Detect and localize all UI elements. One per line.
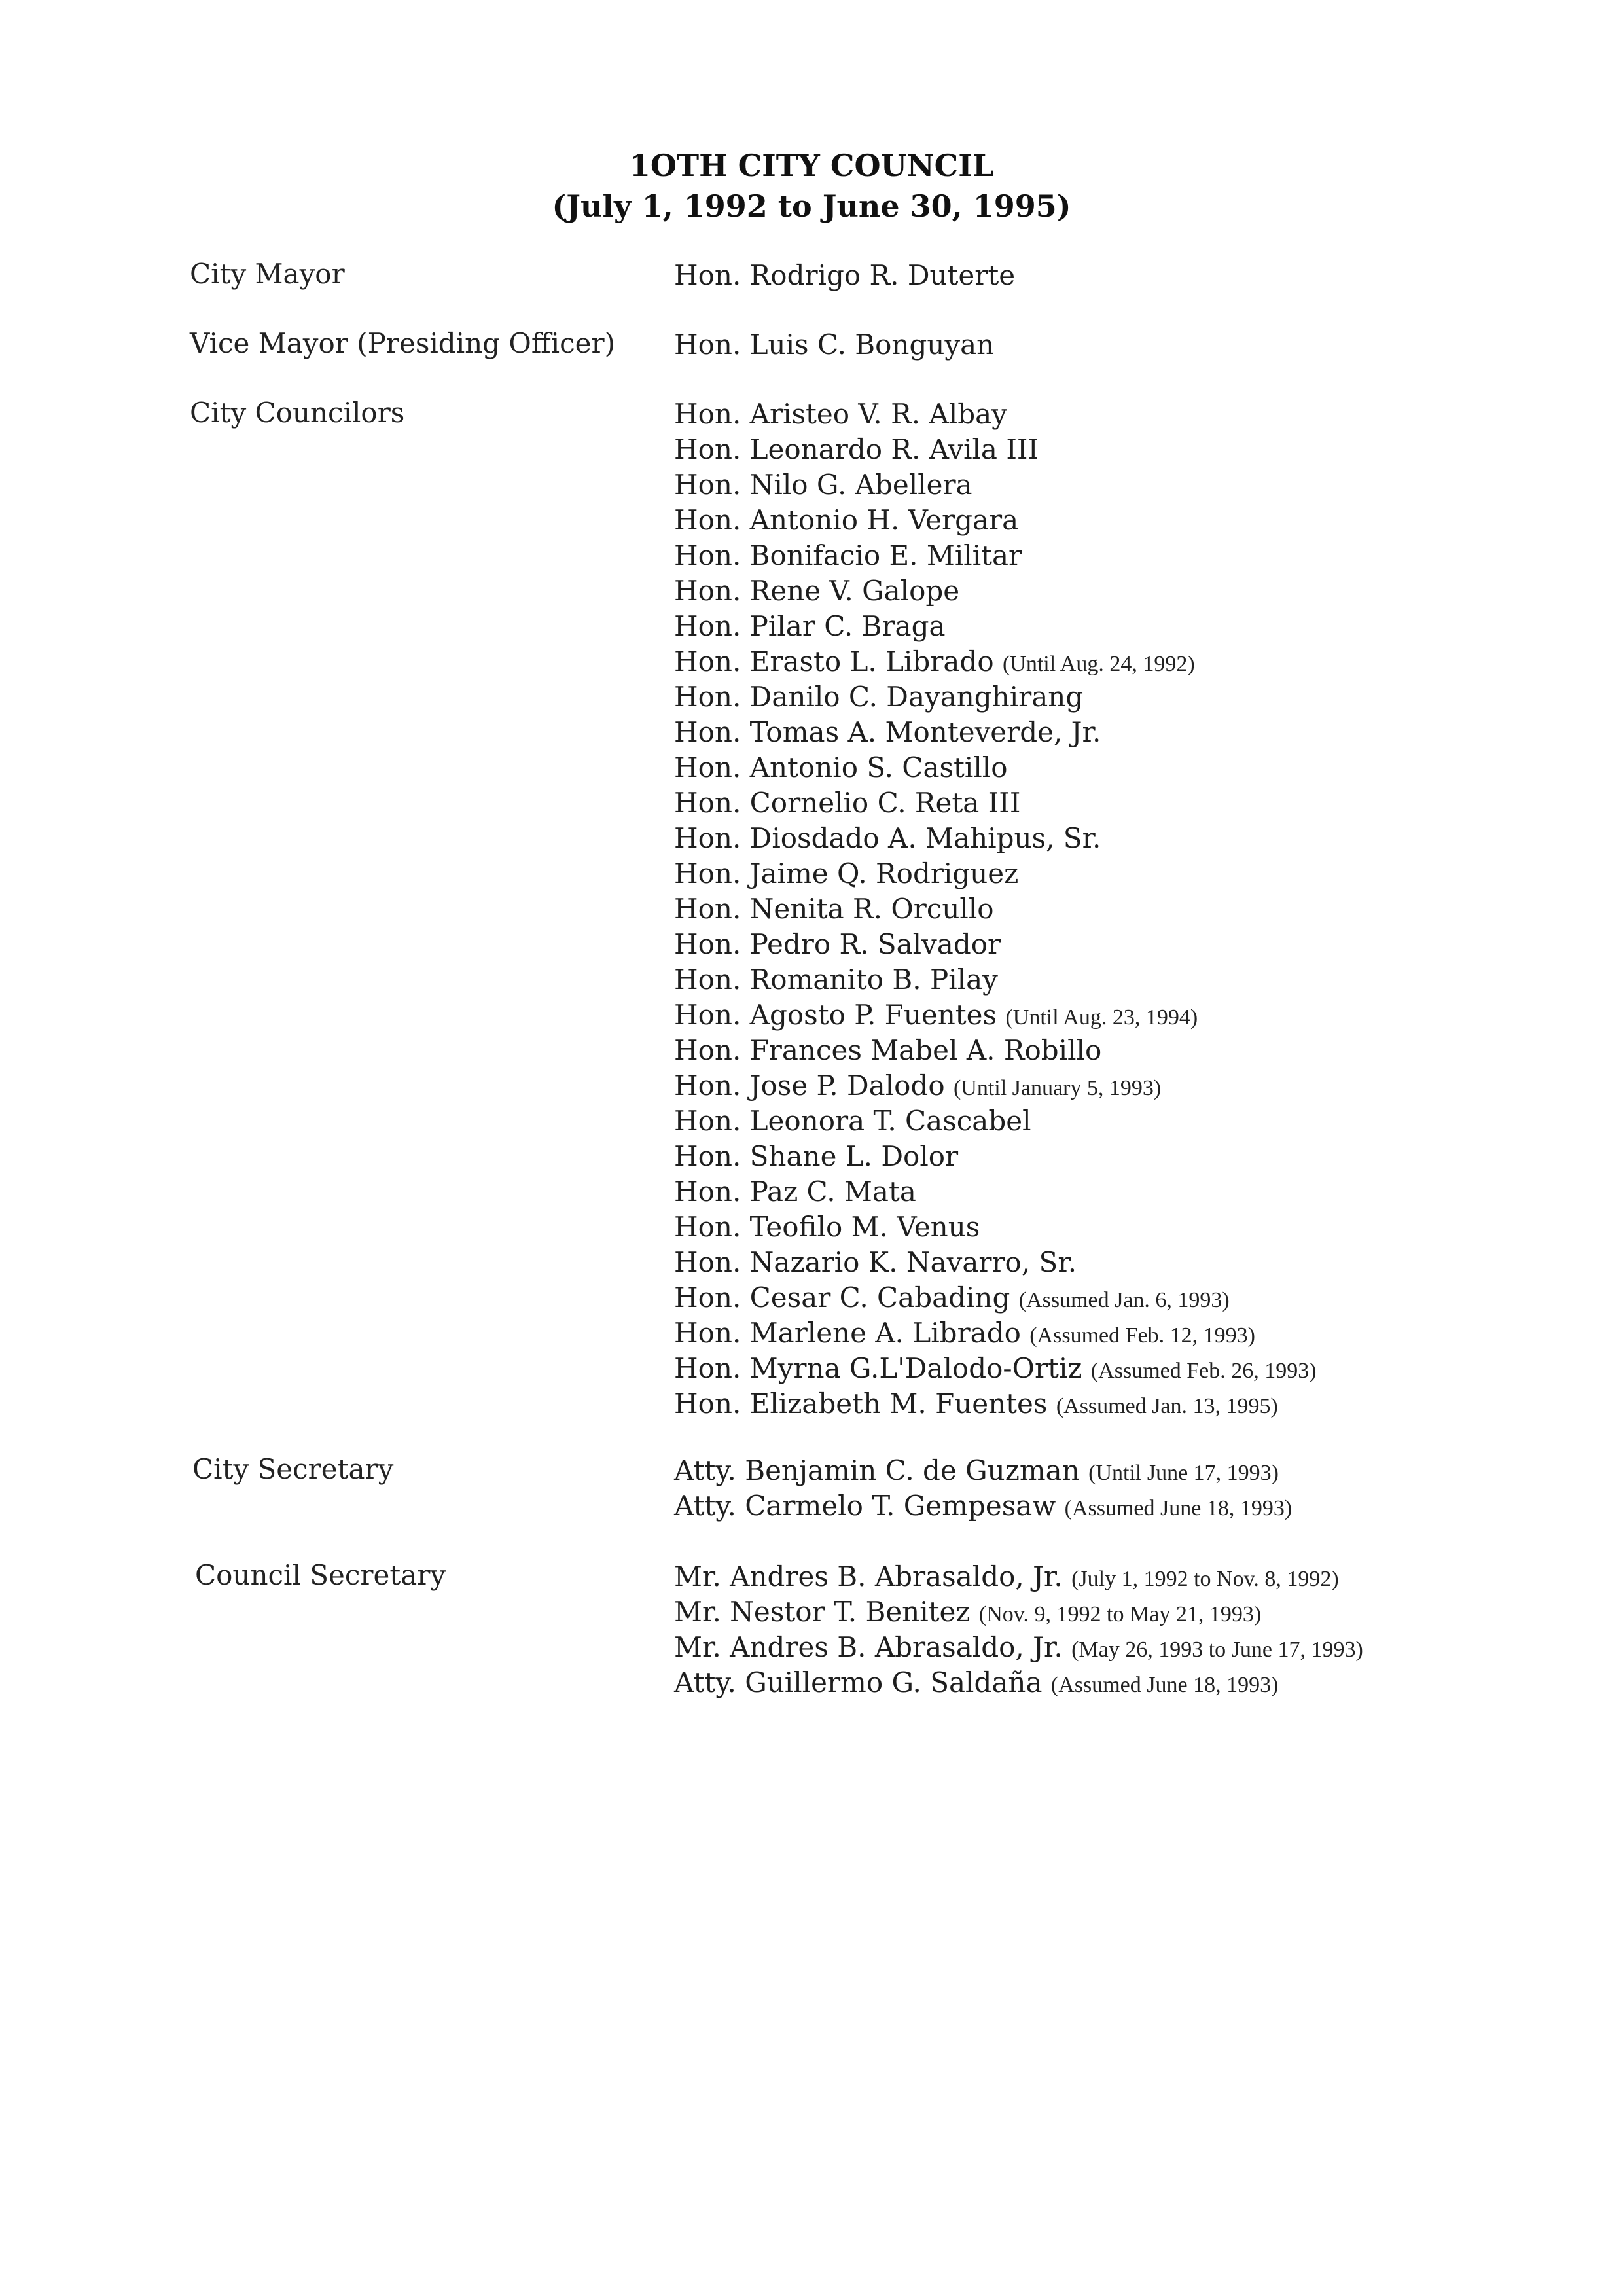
tenure-note: (May 26, 1993 to June 17, 1993)	[1071, 1638, 1363, 1662]
council-secretary-names	[674, 1559, 1363, 1700]
tenure-note: (Assumed June 18, 1993)	[1064, 1496, 1293, 1520]
member-name: Hon. Cornelio C. Reta III	[674, 787, 1021, 819]
list-item	[674, 715, 1317, 750]
list-item	[674, 1386, 1317, 1422]
list-item	[674, 1630, 1363, 1665]
list-item	[674, 1174, 1317, 1210]
member-name: Hon. Nenita R. Orcullo	[674, 893, 994, 925]
member-name: Hon. Paz C. Mata	[674, 1175, 916, 1208]
member-name: Hon. Elizabeth M. Fuentes	[674, 1388, 1048, 1420]
page-title	[0, 145, 1623, 226]
list-item	[674, 1139, 1317, 1174]
member-name: Hon. Myrna G.L'Dalodo-Ortiz	[674, 1352, 1082, 1384]
list-item	[674, 432, 1317, 467]
tenure-note: (Until January 5, 1993)	[953, 1076, 1162, 1100]
list-item	[674, 821, 1317, 856]
tenure-note: (July 1, 1992 to Nov. 8, 1992)	[1071, 1567, 1339, 1591]
list-item	[674, 785, 1317, 821]
member-name: Hon. Luis C. Bonguyan	[674, 329, 995, 361]
member-name: Atty. Carmelo T. Gempesaw	[674, 1490, 1056, 1522]
councilors-names	[674, 397, 1317, 1422]
list-item	[674, 397, 1317, 432]
council-secretary-label: Council Secretary	[195, 1559, 446, 1591]
member-name: Hon. Antonio H. Vergara	[674, 504, 1019, 536]
list-item	[674, 538, 1317, 573]
list-item	[674, 1210, 1317, 1245]
list-item	[674, 962, 1317, 997]
tenure-note: (Assumed Feb. 26, 1993)	[1090, 1359, 1317, 1383]
list-item	[674, 1103, 1317, 1139]
member-name: Mr. Nestor T. Benitez	[674, 1596, 971, 1628]
member-name: Hon. Tomas A. Monteverde, Jr.	[674, 716, 1101, 748]
list-item	[674, 679, 1317, 715]
list-item	[674, 927, 1317, 962]
list-item	[674, 644, 1317, 679]
member-name: Hon. Aristeo V. R. Albay	[674, 398, 1007, 430]
member-name: Hon. Frances Mabel A. Robillo	[674, 1034, 1102, 1066]
member-name: Hon. Leonardo R. Avila III	[674, 433, 1039, 465]
list-item	[674, 750, 1317, 785]
list-item	[674, 891, 1317, 927]
tenure-note: (Assumed Jan. 6, 1993)	[1018, 1288, 1230, 1312]
member-name: Hon. Shane L. Dolor	[674, 1140, 959, 1172]
mayor-label: City Mayor	[190, 258, 345, 290]
vice-mayor-label: Vice Mayor (Presiding Officer)	[190, 327, 615, 359]
list-item	[674, 1665, 1363, 1700]
member-name: Hon. Cesar C. Cabading	[674, 1282, 1010, 1314]
list-item	[674, 1559, 1363, 1594]
list-item	[674, 467, 1317, 503]
member-name: Atty. Guillermo G. Saldaña	[674, 1666, 1043, 1698]
list-item	[674, 1594, 1363, 1630]
member-name: Hon. Diosdado A. Mahipus, Sr.	[674, 822, 1101, 854]
tenure-note: (Assumed Feb. 12, 1993)	[1029, 1323, 1255, 1348]
tenure-note: (Until June 17, 1993)	[1088, 1461, 1279, 1485]
member-name: Hon. Nilo G. Abellera	[674, 469, 972, 501]
tenure-note: (Nov. 9, 1992 to May 21, 1993)	[978, 1602, 1262, 1626]
list-item	[674, 1488, 1292, 1524]
list-item	[674, 1453, 1292, 1488]
member-name: Mr. Andres B. Abrasaldo, Jr.	[674, 1631, 1063, 1663]
member-name: Hon. Pedro R. Salvador	[674, 928, 1001, 960]
councilors-label: City Councilors	[190, 397, 405, 429]
list-item	[674, 327, 994, 363]
member-name: Hon. Rodrigo R. Duterte	[674, 259, 1016, 291]
city-secretary-names	[674, 1453, 1292, 1524]
list-item	[674, 258, 1015, 293]
list-item	[674, 573, 1317, 609]
mayor-names	[674, 258, 1015, 293]
list-item	[674, 997, 1317, 1033]
member-name: Hon. Bonifacio E. Militar	[674, 539, 1022, 571]
title-line-1: 1OTH CITY COUNCIL	[629, 148, 994, 183]
member-name: Mr. Andres B. Abrasaldo, Jr.	[674, 1560, 1063, 1592]
list-item	[674, 609, 1317, 644]
tenure-note: (Until Aug. 24, 1992)	[1002, 652, 1195, 676]
member-name: Atty. Benjamin C. de Guzman	[674, 1454, 1080, 1486]
member-name: Hon. Jaime Q. Rodriguez	[674, 857, 1019, 889]
member-name: Hon. Danilo C. Dayanghirang	[674, 681, 1084, 713]
member-name: Hon. Marlene A. Librado	[674, 1317, 1021, 1349]
city-secretary-label: City Secretary	[192, 1453, 394, 1485]
member-name: Hon. Agosto P. Fuentes	[674, 999, 997, 1031]
list-item	[674, 1316, 1317, 1351]
member-name: Hon. Pilar C. Braga	[674, 610, 946, 642]
member-name: Hon. Leonora T. Cascabel	[674, 1105, 1031, 1137]
tenure-note: (Assumed Jan. 13, 1995)	[1056, 1394, 1278, 1418]
list-item	[674, 1351, 1317, 1386]
list-item	[674, 1245, 1317, 1280]
list-item	[674, 1068, 1317, 1103]
list-item	[674, 503, 1317, 538]
tenure-note: (Assumed June 18, 1993)	[1050, 1673, 1279, 1697]
member-name: Hon. Rene V. Galope	[674, 575, 960, 607]
list-item	[674, 856, 1317, 891]
title-line-2: (July 1, 1992 to June 30, 1995)	[552, 188, 1071, 224]
member-name: Hon. Erasto L. Librado	[674, 645, 994, 677]
member-name: Hon. Nazario K. Navarro, Sr.	[674, 1246, 1077, 1278]
member-name: Hon. Jose P. Dalodo	[674, 1069, 945, 1102]
list-item	[674, 1280, 1317, 1316]
list-item	[674, 1033, 1317, 1068]
member-name: Hon. Teofilo M. Venus	[674, 1211, 980, 1243]
member-name: Hon. Romanito B. Pilay	[674, 963, 998, 996]
tenure-note: (Until Aug. 23, 1994)	[1005, 1005, 1198, 1030]
vice-mayor-names	[674, 327, 994, 363]
member-name: Hon. Antonio S. Castillo	[674, 751, 1008, 783]
